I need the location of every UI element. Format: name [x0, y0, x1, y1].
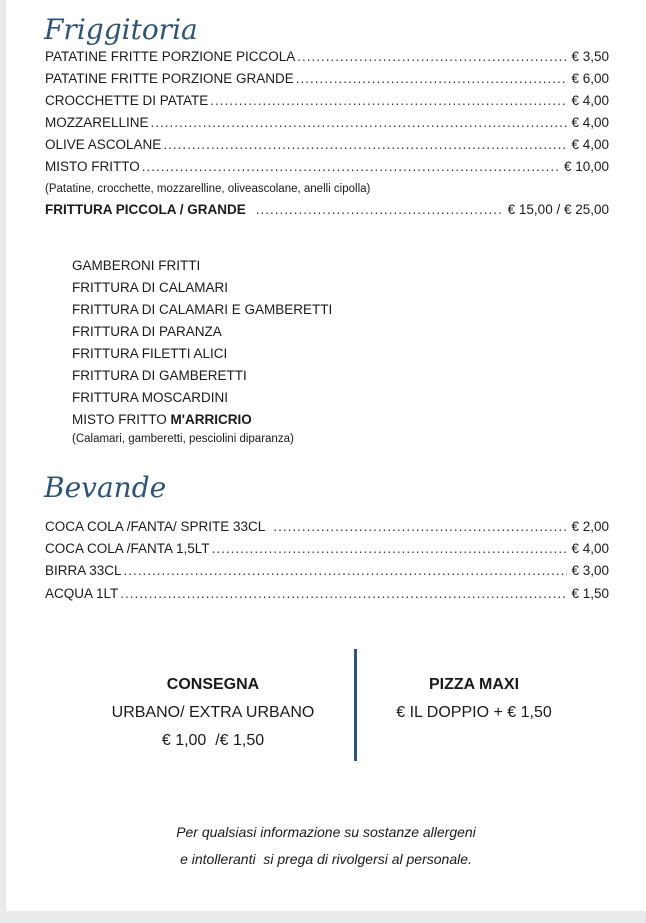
item-price: € 3,00: [571, 563, 609, 578]
misto-fritto-note: (Patatine, crocchette, mozzarelline, oliveascolane, anelli cipolla): [45, 183, 371, 195]
leader-dots: [256, 201, 504, 219]
consegna-prices: € 1,00 /€ 1,50: [161, 732, 265, 749]
leader-dots: [296, 70, 568, 88]
menu-item: [45, 136, 609, 156]
menu-item: [45, 114, 609, 134]
leader-dots: [212, 540, 568, 558]
frittura-item: GAMBERONI FRITTI: [72, 258, 201, 273]
frittura-item: FRITTURA DI GAMBERETTI: [72, 368, 247, 383]
frittura-item-misto-arricrio: [72, 411, 252, 429]
menu-item: [45, 540, 609, 560]
item-price: € 4,00: [571, 93, 609, 108]
item-name: MISTO FRITTO: [72, 412, 171, 427]
consegna-title: CONSEGNA: [166, 676, 260, 693]
item-name: ACQUA 1LT: [45, 586, 119, 601]
item-price: € 6,00: [571, 71, 609, 86]
item-price: € 4,00: [571, 137, 609, 152]
vertical-divider: [354, 649, 357, 761]
misto-arricrio-note: (Calamari, gamberetti, pesciolini diparanza): [72, 433, 294, 445]
leader-dots: [210, 92, 567, 110]
pizza-maxi-block: [364, 671, 584, 727]
menu-item: [45, 585, 609, 605]
frittura-item: FRITTURA DI CALAMARI: [72, 280, 229, 295]
item-name: FRITTURA PICCOLA / GRANDE: [45, 202, 246, 217]
leader-dots: [273, 518, 567, 536]
pizza-maxi-price: € IL DOPPIO + € 1,50: [396, 704, 552, 721]
item-price: € 4,00: [571, 541, 609, 556]
menu-item: [45, 70, 609, 90]
frittura-item: FRITTURA DI CALAMARI E GAMBERETTI: [72, 302, 333, 317]
menu-page: [6, 0, 646, 911]
leader-dots: [297, 48, 567, 66]
item-name-bold: M'ARRICRIO: [170, 412, 252, 427]
item-name: PATATINE FRITTE PORZIONE PICCOLA: [45, 49, 296, 64]
frittura-item: FRITTURA MOSCARDINI: [72, 390, 229, 405]
menu-item: [45, 158, 609, 178]
item-price: € 2,00: [571, 519, 609, 534]
menu-item: [45, 562, 609, 582]
leader-dots: [163, 136, 567, 154]
section-title-friggitoria: Friggitoria: [44, 13, 198, 46]
item-price: € 1,50: [571, 586, 609, 601]
item-price: € 15,00 / € 25,00: [507, 202, 609, 217]
menu-item: [45, 48, 609, 68]
item-price: € 4,00: [571, 115, 609, 130]
item-name: COCA COLA /FANTA/ SPRITE 33CL: [45, 519, 266, 534]
allergen-notice-line1: Per qualsiasi informazione su sostanze allergeni: [176, 824, 476, 840]
allergen-notice-line2: e intolleranti si prega di rivolgersi al personale.: [180, 851, 472, 867]
leader-dots: [124, 562, 568, 580]
menu-item-frittura: [45, 201, 609, 221]
item-name: OLIVE ASCOLANE: [45, 137, 162, 152]
item-name: MOZZARELLINE: [45, 115, 149, 130]
leader-dots: [142, 158, 560, 176]
item-price: € 3,50: [571, 49, 609, 64]
item-name: BIRRA 33CL: [45, 563, 122, 578]
item-name: COCA COLA /FANTA 1,5LT: [45, 541, 210, 556]
item-price: € 10,00: [563, 159, 609, 174]
consegna-block: [78, 671, 348, 755]
menu-item: [45, 92, 609, 112]
frittura-item: FRITTURA FILETTI ALICI: [72, 346, 228, 361]
item-name: PATATINE FRITTE PORZIONE GRANDE: [45, 71, 294, 86]
section-title-bevande: Bevande: [44, 471, 167, 504]
menu-item: [45, 518, 609, 538]
consegna-zones: URBANO/ EXTRA URBANO: [111, 704, 315, 721]
pizza-maxi-title: PIZZA MAXI: [428, 676, 520, 693]
leader-dots: [151, 114, 568, 132]
item-name: CROCCHETTE DI PATATE: [45, 93, 209, 108]
leader-dots: [120, 585, 567, 603]
item-name: MISTO FRITTO: [45, 159, 140, 174]
frittura-item: FRITTURA DI PARANZA: [72, 324, 222, 339]
